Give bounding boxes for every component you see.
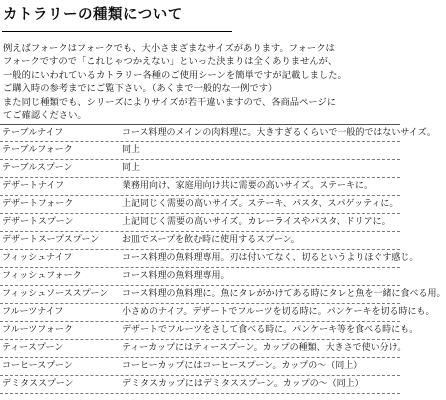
intro-line: また同じ種類でも、シリーズによりサイズが若干違いますので、各商品ページに bbox=[3, 96, 337, 108]
table-row bbox=[0, 142, 400, 160]
cutlery-name: ティースプーン bbox=[2, 343, 64, 353]
table-row bbox=[0, 196, 400, 214]
cutlery-name: デミタススプーン bbox=[2, 379, 74, 389]
table-row bbox=[0, 358, 400, 376]
cutlery-usage: 上記同じく需要の高いサイズ。カレーライスやパスタ、ドリアに。 bbox=[122, 217, 391, 227]
table-row bbox=[0, 322, 419, 340]
cutlery-table bbox=[0, 124, 446, 394]
cutlery-usage: お皿でスープを飲む時に使用するスプーン。 bbox=[122, 235, 300, 245]
intro-text bbox=[3, 42, 399, 122]
cutlery-name: デザートスープスプーン bbox=[2, 235, 100, 245]
cutlery-usage: コース料理の魚料理に。魚にタレがかけてある時にタレと魚を一緒に食べる用。 bbox=[122, 289, 446, 299]
cutlery-name: コーヒースプーン bbox=[2, 361, 73, 371]
cutlery-name: フィッシュナイフ bbox=[2, 253, 73, 263]
table-row bbox=[0, 286, 446, 304]
cutlery-usage: デミタスカップにはデミタススプーン。カップの～（同上） bbox=[122, 379, 364, 389]
table-row bbox=[0, 250, 419, 268]
cutlery-name: テーブルフォーク bbox=[2, 145, 73, 155]
cutlery-name: デザートスプーン bbox=[2, 217, 74, 227]
cutlery-name: フルーツナイフ bbox=[2, 307, 64, 317]
cutlery-usage: 同上 bbox=[122, 145, 141, 155]
cutlery-name: フルーツフォーク bbox=[2, 325, 73, 335]
cutlery-name: フィッシュフォーク bbox=[2, 271, 82, 281]
intro-line: 例えばフォークはフォークでも、大小さまざまなサイズがあります。フォークは bbox=[3, 43, 335, 54]
table-row bbox=[0, 232, 400, 250]
table-row bbox=[0, 340, 407, 358]
cutlery-name: デザートフォーク bbox=[2, 199, 74, 209]
cutlery-name: デザートナイフ bbox=[2, 181, 65, 191]
cutlery-usage: コーヒーカップにはコーヒースプーン。カップの～（同上） bbox=[122, 361, 363, 371]
intro-line: てご確認ください。 bbox=[3, 109, 87, 121]
page-title: カトラリーの種類について bbox=[3, 7, 183, 23]
cutlery-usage: 上記同じく需要の高いサイズ。ステーキ、パスタ、スパゲッティに。 bbox=[122, 199, 399, 209]
cutlery-name: フィッシュソーススプーン bbox=[2, 289, 109, 299]
cutlery-usage: 小さめのナイフ。デザートでフルーツを切る時に。パンケーキを切る時にも。 bbox=[122, 307, 435, 317]
cutlery-usage: 業務用向け、家庭用向け共に需要の高いサイズ。ステーキに。 bbox=[122, 181, 374, 191]
table-row bbox=[0, 304, 435, 322]
table-row bbox=[0, 376, 400, 394]
cutlery-usage: デザートでフルーツをさして食べる時に。パンケーキ等を食べる時にも。 bbox=[122, 325, 419, 335]
cutlery-usage: コース料理のメインの肉料理に。大きすぎるくらいで一般的ではないサイズ。 bbox=[122, 128, 436, 138]
cutlery-usage: ティーカップにはティースプーン。カップの種類、大きさで使い分け。 bbox=[122, 343, 407, 353]
table-row bbox=[0, 268, 400, 286]
cutlery-name: テーブルスプーン bbox=[2, 163, 73, 173]
intro-line: フォークですので「これじゃつかえない」といった決まりは全くありませんが、 bbox=[3, 56, 338, 68]
title-underline bbox=[2, 31, 232, 32]
cutlery-usage: コース料理の魚料理専用。 bbox=[122, 271, 230, 281]
table-row bbox=[0, 214, 400, 232]
intro-line: 一般的にいわれているカトラリー各種のご使用シーンを簡単ですが記載しました。 bbox=[3, 69, 347, 81]
cutlery-name: テーブルナイフ bbox=[2, 128, 64, 138]
table-row bbox=[0, 160, 400, 178]
intro-line: ご購入時の参考までにご覧下さい。（あくまで一般的な一例です） bbox=[3, 83, 278, 95]
cutlery-usage: コース料理の魚料理専用。刃は付いてなく、切るというよりほぐす感じ。 bbox=[122, 253, 419, 263]
cutlery-usage: 同上 bbox=[122, 163, 141, 173]
table-row bbox=[0, 178, 400, 196]
table-row bbox=[0, 124, 436, 142]
